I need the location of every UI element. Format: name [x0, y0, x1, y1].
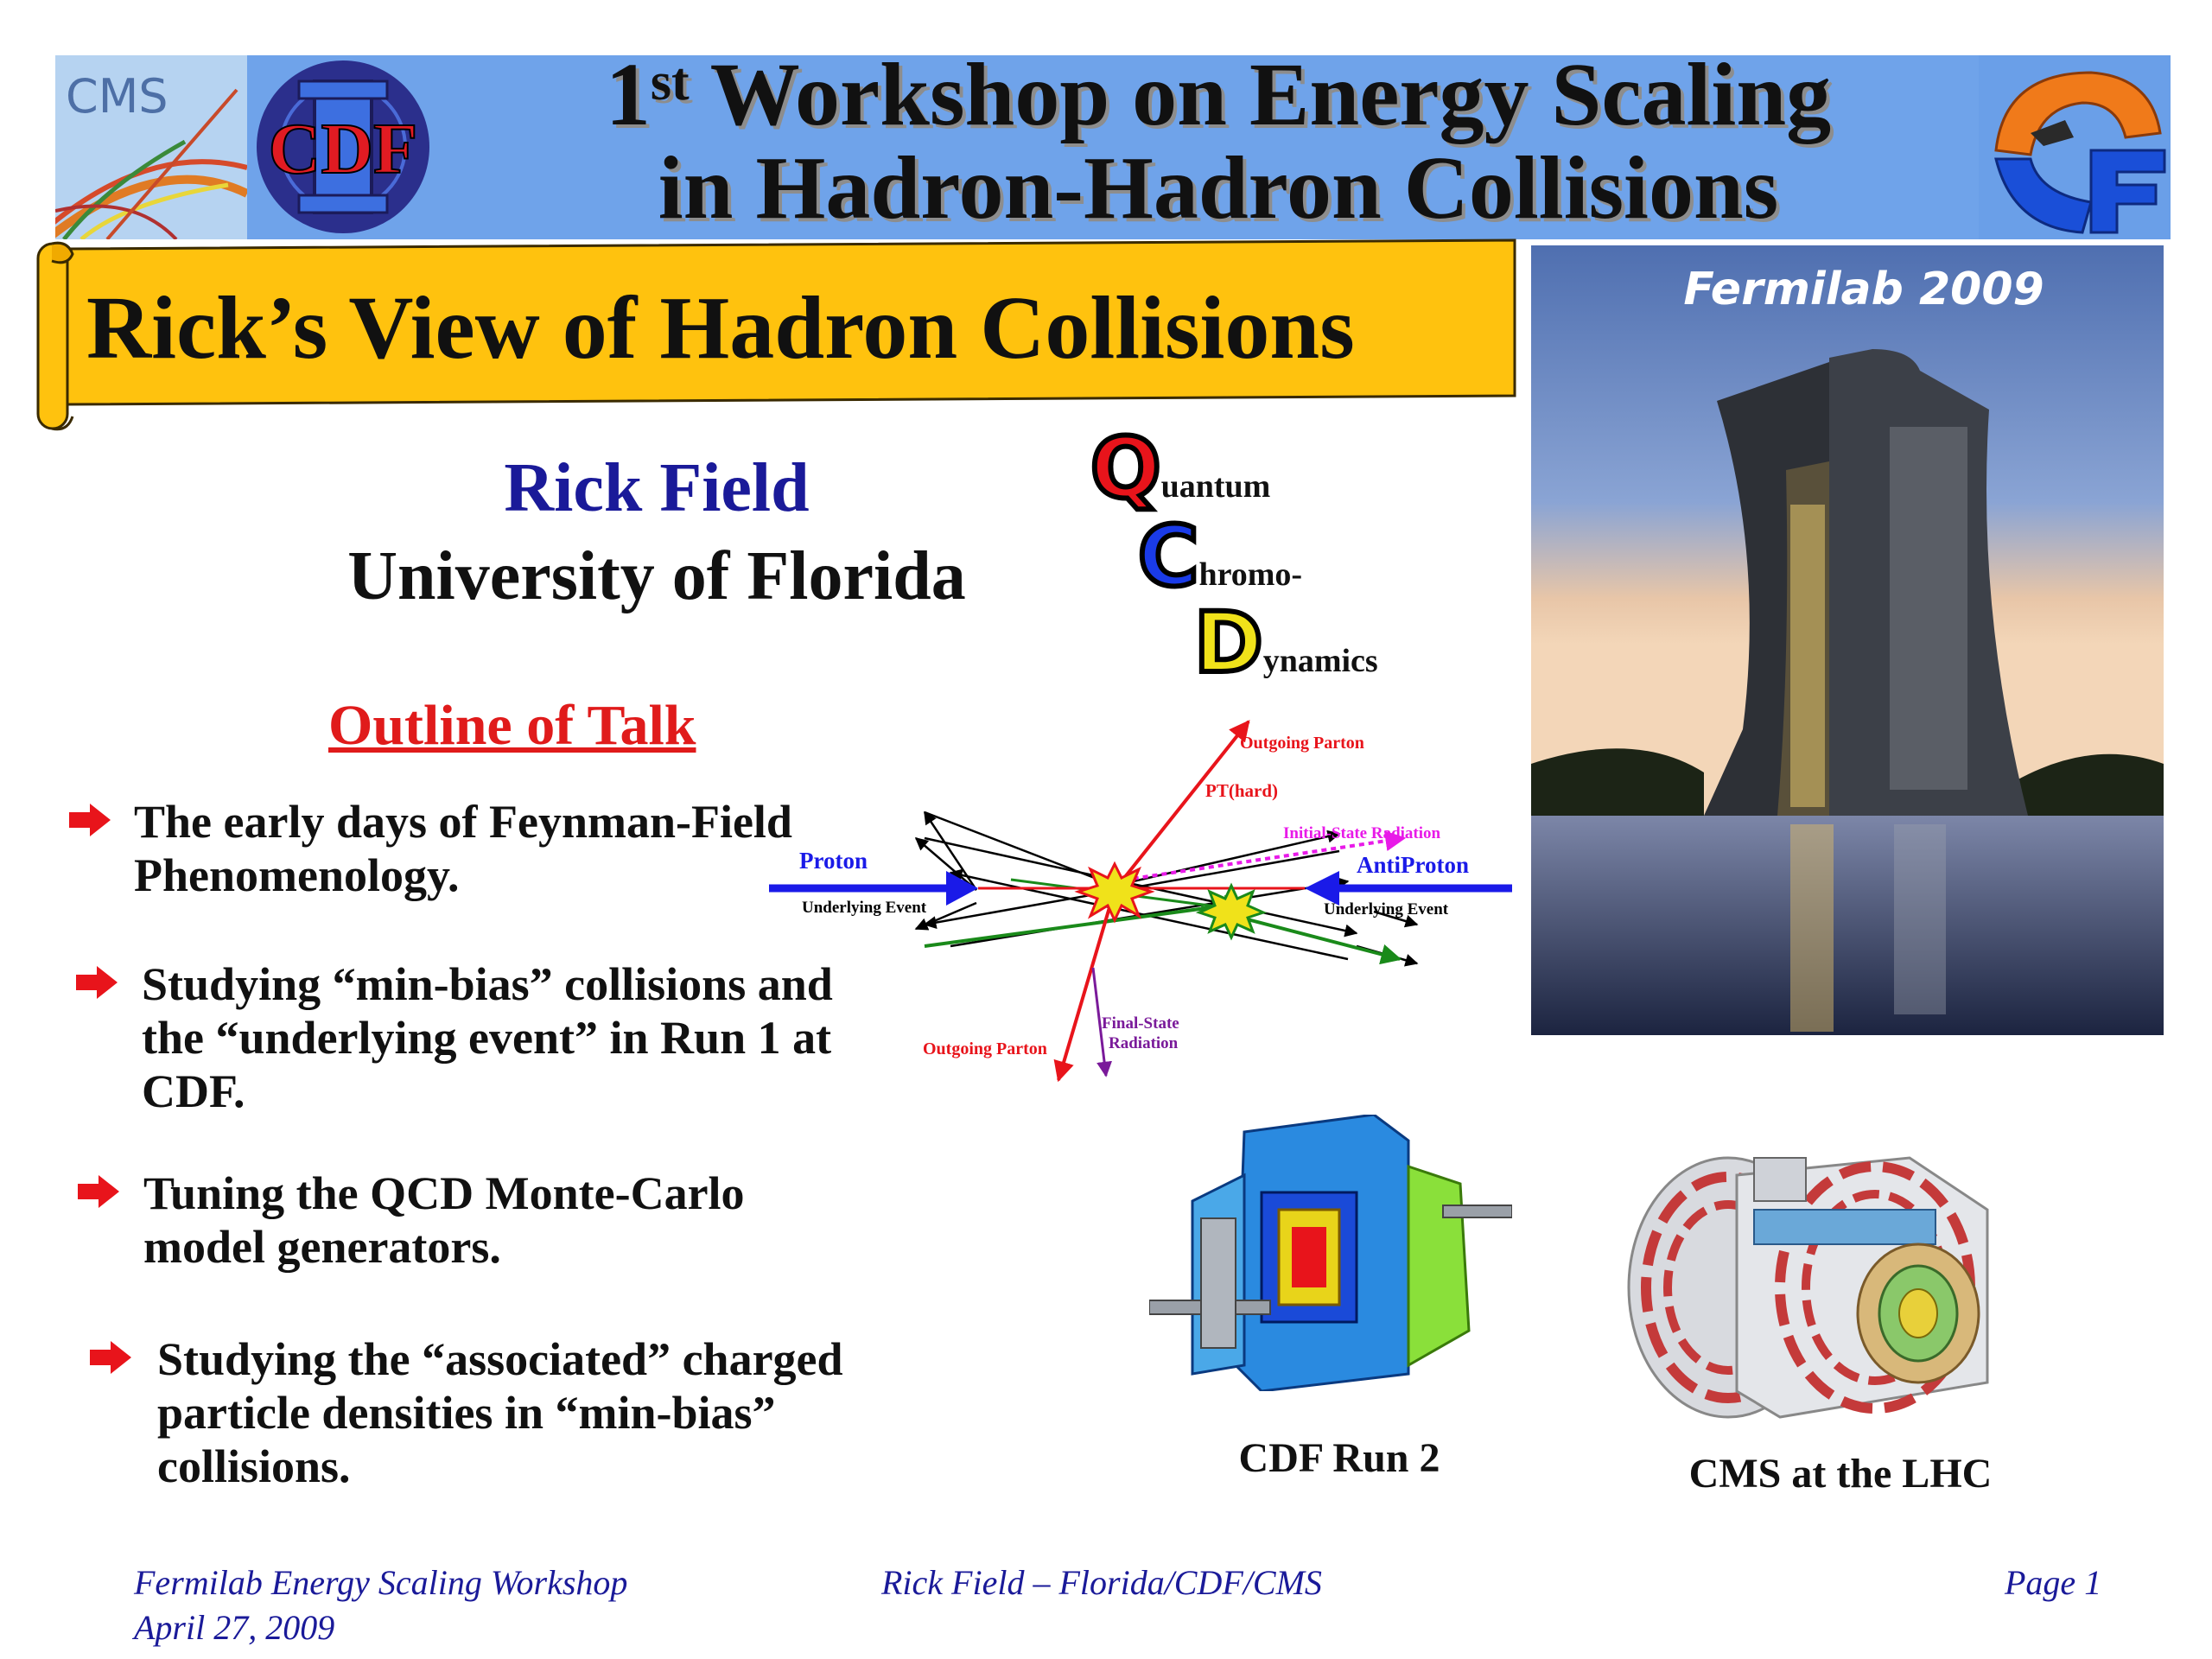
cdf-logo: [247, 55, 439, 239]
qcd-c-word: hromo-: [1198, 556, 1303, 593]
qcd-q-word: uantum: [1160, 468, 1271, 505]
collision-diagram: [752, 709, 1529, 1089]
outline-bullet-1: [134, 795, 792, 902]
label-initial-state-radiation: Initial-State Radiation: [1283, 824, 1441, 842]
footer-workshop: Fermilab Energy Scaling Workshop: [134, 1563, 628, 1602]
workshop-title-line1: [467, 45, 1970, 144]
label-pt-hard: PT(hard): [1205, 780, 1278, 801]
footer-author: Rick Field – Florida/CDF/CMS: [881, 1563, 1322, 1602]
cms-lhc-caption: CMS at the LHC: [1688, 1451, 1993, 1497]
author-name: Rick Field: [504, 450, 810, 526]
cdf-logo-text: CDF: [268, 109, 418, 189]
outline-bullet-line: Studying “min-bias” collisions and: [142, 958, 833, 1010]
fermilab-photo: [1531, 245, 2164, 1035]
label-outgoing-parton-bottom: Outgoing Parton: [923, 1039, 1047, 1058]
cdf-run2-caption: CDF Run 2: [1238, 1435, 1440, 1481]
footer-date: April 27, 2009: [134, 1608, 335, 1647]
workshop-title-line2: in Hadron-Hadron Collisions: [658, 138, 1779, 238]
title-ordinal-suffix: st: [650, 53, 690, 111]
photo-caption: Fermilab 2009: [1683, 264, 2044, 315]
title-ordinal: 1: [605, 45, 651, 144]
outline-bullet-line: The early days of Feynman-Field: [134, 796, 792, 848]
outline-bullet-4: [157, 1332, 843, 1493]
qcd-d-letter: D: [1194, 594, 1263, 691]
footer-page-number: Page 1: [2005, 1563, 2102, 1602]
slide-title: Rick’s View of Hadron Collisions: [86, 278, 1355, 378]
outline-bullet-2: [142, 957, 833, 1118]
bullet-arrow-icon: [88, 1339, 133, 1376]
qcd-q-letter: Q: [1090, 420, 1161, 517]
label-antiproton: AntiProton: [1357, 852, 1470, 878]
cms-logo-text: CMS: [66, 69, 168, 124]
outline-bullet-line: particle densities in “min-bias”: [157, 1387, 776, 1439]
label-underlying-event-left: Underlying Event: [802, 899, 927, 917]
outline-bullet-line: the “underlying event” in Run 1 at: [142, 1012, 832, 1064]
label-final-state: Final-State: [1102, 1014, 1179, 1033]
cms-detector-image: [1624, 1141, 2013, 1426]
author-institution: University of Florida: [347, 538, 966, 614]
cdf-detector-image: [1149, 1115, 1512, 1391]
outline-bullet-3: [143, 1166, 745, 1274]
qcd-c-row: [1138, 508, 1303, 605]
qcd-d-word: ynamics: [1262, 643, 1378, 679]
qcd-d-row: [1194, 594, 1378, 691]
bullet-arrow-icon: [67, 802, 112, 838]
label-outgoing-parton-top: Outgoing Parton: [1240, 734, 1364, 753]
qcd-c-letter: C: [1138, 508, 1199, 605]
label-proton: Proton: [799, 848, 868, 874]
bullet-arrow-icon: [74, 964, 119, 1001]
outline-bullet-line: collisions.: [157, 1440, 351, 1492]
label-radiation: Radiation: [1109, 1034, 1179, 1052]
bullet-arrow-icon: [76, 1173, 121, 1210]
uf-logo: [1979, 55, 2171, 239]
cms-logo: [55, 55, 247, 239]
outline-title: Outline of Talk: [328, 694, 696, 757]
title-line1-text: Workshop on Energy Scaling: [689, 45, 1832, 144]
qcd-q-row: [1090, 420, 1271, 517]
outline-bullet-line: Studying the “associated” charged: [157, 1333, 843, 1385]
outline-bullet-line: CDF.: [142, 1065, 245, 1117]
outline-bullet-line: model generators.: [143, 1221, 501, 1273]
outline-bullet-line: Phenomenology.: [134, 849, 460, 901]
label-underlying-event-right: Underlying Event: [1324, 900, 1449, 918]
outline-bullet-line: Tuning the QCD Monte-Carlo: [143, 1167, 745, 1219]
